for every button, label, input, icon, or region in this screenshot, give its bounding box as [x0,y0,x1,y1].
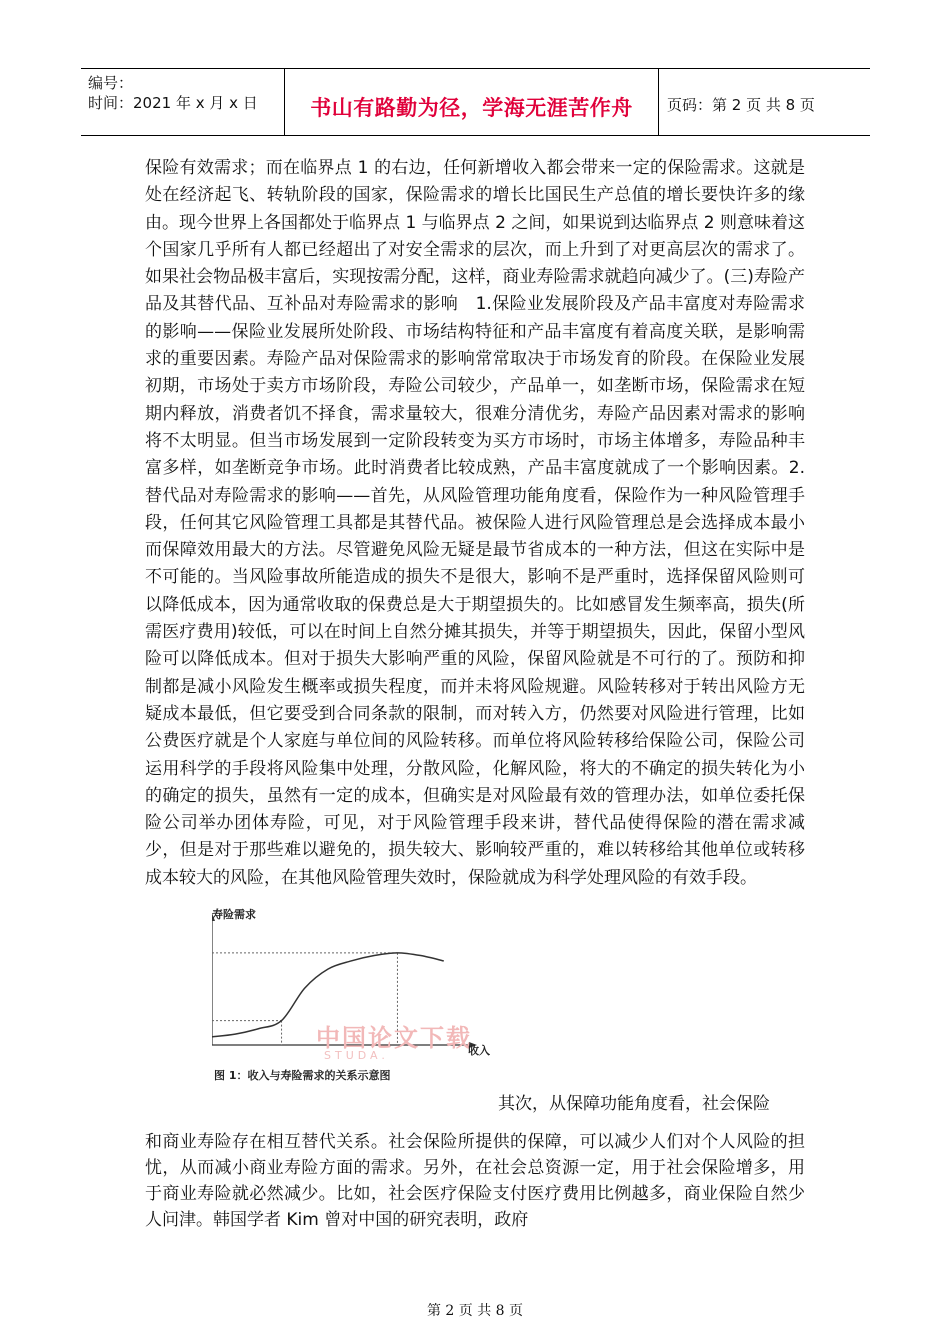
y-axis-label: 寿险需求 [212,908,256,921]
watermark-subtext: STUDA. [324,1049,389,1062]
header-page-cell [659,69,870,135]
body-paragraph-3: 和商业寿险存在相互替代关系。社会保险所提供的保障，可以减少人们对个人风险的担忧，从而减小商业寿险方面的需求。另外，在社会总资源一定，用于社会保险增多，用于商业寿险就必然减少。比如，社会医疗保险支付医疗费用比例越多，商业保险自然少人问津。韩国学者 Kim 曾对中国的研究表明，政府 [145,1132,805,1230]
page-footer: 第 2 页 共 8 页 [426,1303,524,1319]
watermark-text: 中国论文下载 [316,1024,472,1052]
x-axis-label: 收入 [468,1044,490,1057]
time-label: 时间：2021 年 x 月 x 日 [88,94,258,112]
page-info: 页码：第 2 页 共 8 页 [667,96,815,114]
motto-text: 书山有路勤为径，学海无涯苦作舟 [310,96,633,120]
header-table [81,68,870,136]
header-motto-cell [285,69,659,135]
side-text: 其次，从保障功能角度看，社会保险 [498,1094,770,1114]
serial-label: 编号： [88,74,134,92]
header-meta-cell [81,69,285,135]
income-demand-figure [212,902,502,1084]
figure-caption: 图 1：收入与寿险需求的关系示意图 [214,1069,391,1082]
body-paragraph-1: 保险有效需求；而在临界点 1 的右边，任何新增收入都会带来一定的保险需求。这就是处在经济起飞、转轨阶段的国家，保险需求的增长比国民生产总值的增长要快许多的缘由。现今世界上各国都处于临界点 1 与临界点 2 之间，如果说到达临界点 2 则意味着这个国家几乎所有人都已经超出了对安全需求的层次，而上升到了对更高层次的需求了。如果社会物品极丰富后，实现按需分配，这样，商业寿险需求就趋向减少了。(三)寿险产品及其替代品、互补品对寿险需求的影响 1.保险业发展阶段及产品丰富度对寿险需求的影响——保险业发展所处阶段、市场结构特征和产品丰富度有着高度关联，是影响需求的重要因素。寿险产品对保险需求的影响常常取决于市场发育的阶段。在保险业发展初期，市场处于卖方市场阶段，寿险公司较少，产品单一，如垄断市场，保险需求在短期内释放，消费者饥不择食，需求量较大，很难分清优劣，寿险产品因素对需求的影响将不太明显。但当市场发展到一定阶段转变为买方市场时，市场主体增多，寿险品种丰富多样，如垄断竞争市场。此时消费者比较成熟，产品丰富度就成了一个影响因素。2.替代品对寿险需求的影响——首先，从风险管理功能角度看，保险作为一种风险管理手段，任何其它风险管理工具都是其替代品。被保险人进行风险管理总是会选择成本最小而保障效用最大的方法。尽管避免风险无疑是最节省成本的一种方法，但这在实际中是不可能的。当风险事故所能造成的损失不是很大，影响不是严重时，选择保留风险则可以降低成本，因为通常收取的保费总是大于期望损失的。比如感冒发生频率高，损失(所需医疗费用)较低，可以在时间上自然分摊其损失，并等于期望损失，因此，保留小型风险可以降低成本。但对于损失大影响严重的风险，保留风险就是不可行的了。预防和抑制都是减小风险发生概率或损失程度，而并未将风险规避。风险转移对于转出风险方无疑成本最低，但它要受到合同条款的限制，而对转入方，仍然要对风险进行管理，比如公费医疗就是个人家庭与单位间的风险转移。而单位将风险转移给保险公司，保险公司运用科学的手段将风险集中处理，分散风险，化解风险，将大的不确定的损失转化为小的确定的损失，虽然有一定的成本，但确实是对风险最有效的管理办法，如单位委托保险公司举办团体寿险，可见，对于风险管理手段来讲，替代品使得保险的潜在需求减少，但是对于那些难以避免的，损失较大、影响较严重的，难以转移给其他单位或转移成本较大的风险，在其他风险管理失效时，保险就成为科学处理风险的有效手段。 [145,158,805,888]
